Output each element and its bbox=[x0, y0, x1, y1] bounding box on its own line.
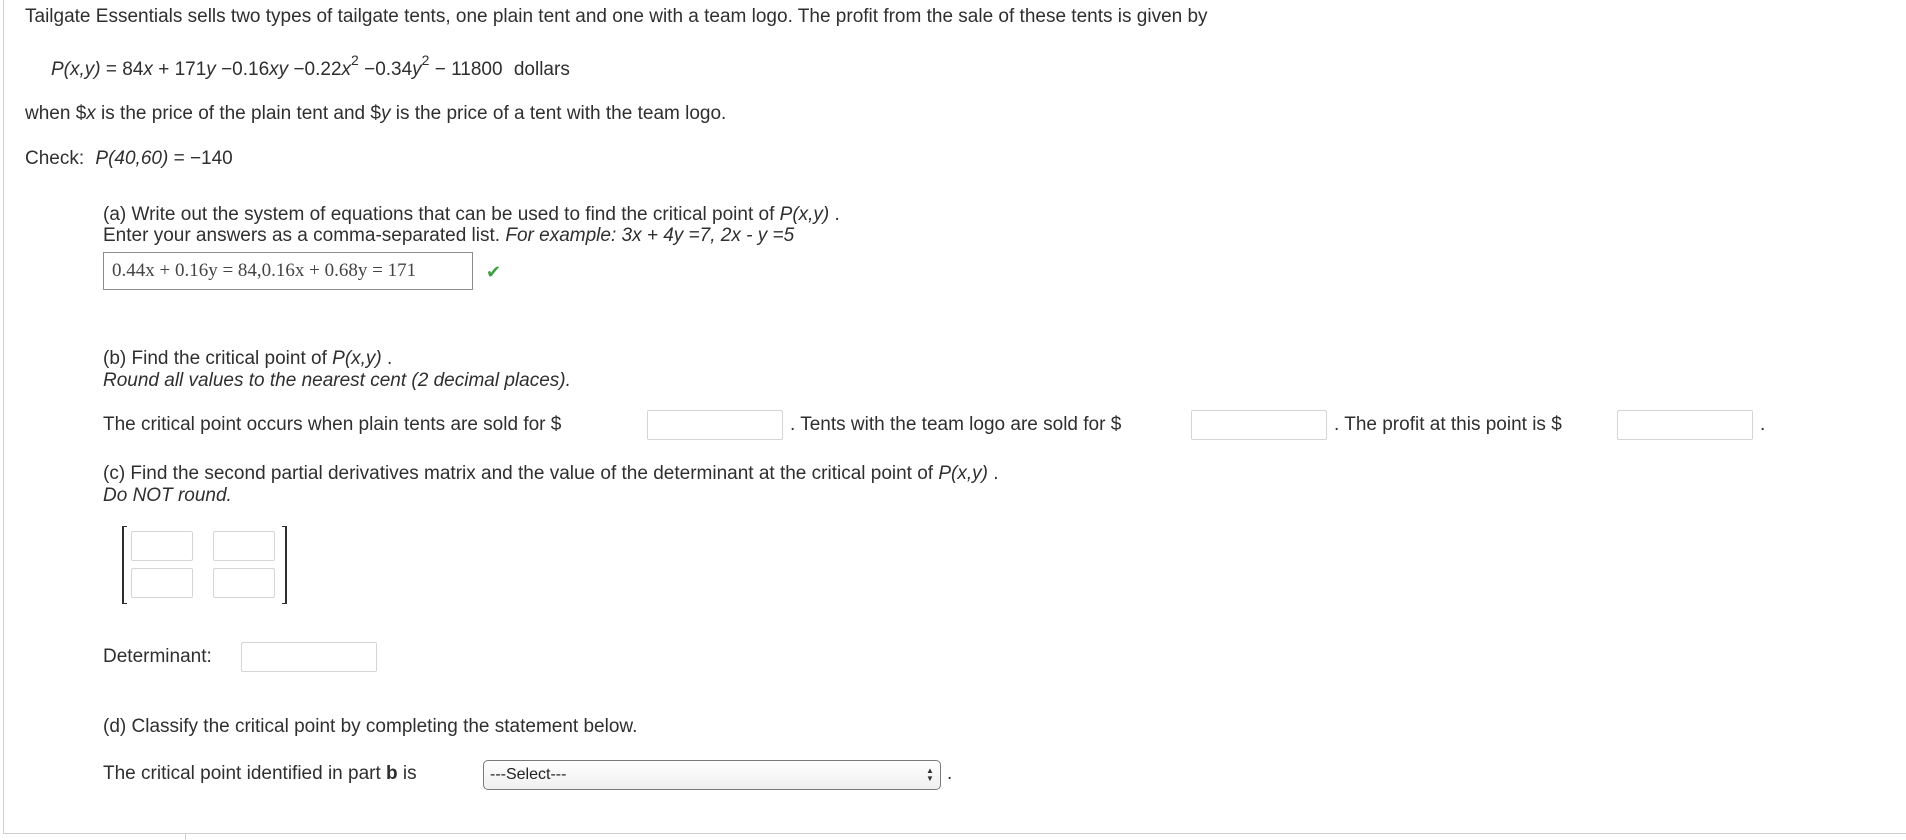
part-a-answer-field[interactable] bbox=[103, 252, 473, 290]
formula-exp5: 2 bbox=[421, 51, 430, 68]
part-c-text: (c) Find the second partial derivatives matrix and the value of the determinant at the critical point of bbox=[103, 463, 934, 484]
formula-plus: + bbox=[158, 59, 170, 80]
part-b-sentence-4 bbox=[1760, 414, 1765, 436]
part-b-instruction-text: Round all values to the nearest cent (2 decimal places). bbox=[103, 370, 571, 391]
hessian-matrix bbox=[122, 526, 287, 604]
formula-c3: −0.16 bbox=[221, 59, 270, 80]
part-d-end-text: . bbox=[947, 763, 953, 784]
variable-definition bbox=[25, 103, 726, 125]
part-a-func: P(x,y) bbox=[779, 204, 830, 225]
part-c-prompt bbox=[103, 463, 999, 485]
part-b-end: . bbox=[387, 348, 393, 369]
matrix-cell-1-2[interactable] bbox=[213, 531, 275, 561]
formula-v4: x bbox=[341, 59, 352, 80]
when-p3: is the price of a tent with the team logo. bbox=[390, 103, 727, 124]
formula-c2: 171 bbox=[174, 59, 207, 80]
part-d-s1: The critical point identified in part bbox=[103, 763, 387, 784]
formula-v1: x bbox=[143, 59, 153, 80]
profit-input[interactable] bbox=[1617, 410, 1753, 440]
when-p2: is the price of the plain tent and $ bbox=[95, 103, 381, 124]
formula-c4: −0.22 bbox=[293, 59, 342, 80]
matrix-right-bracket bbox=[282, 526, 287, 604]
part-b-sentence-1 bbox=[103, 414, 561, 436]
problem-intro bbox=[25, 6, 1208, 28]
check-rest: = −140 bbox=[168, 148, 233, 169]
check-line bbox=[25, 148, 233, 170]
formula-exp4: 2 bbox=[351, 51, 359, 68]
part-b-s4: . bbox=[1760, 414, 1766, 435]
check-expr: P(40,60) bbox=[95, 148, 169, 169]
part-b-s3: . The profit at this point is $ bbox=[1334, 414, 1562, 435]
determinant-input[interactable] bbox=[241, 642, 377, 672]
part-b-prompt bbox=[103, 348, 392, 370]
part-c-end: . bbox=[993, 463, 999, 484]
classification-select-value: ---Select--- bbox=[490, 766, 567, 783]
part-a-prompt bbox=[103, 204, 840, 226]
formula-v3: xy bbox=[269, 59, 289, 80]
formula-v5: y bbox=[412, 59, 422, 80]
part-b-instruction bbox=[103, 370, 571, 392]
divider bbox=[185, 834, 186, 840]
part-a-end: . bbox=[834, 204, 840, 225]
formula-lhs: P(x,y) bbox=[51, 59, 101, 80]
formula-v2: y bbox=[206, 59, 216, 80]
formula-eq: = bbox=[105, 59, 117, 80]
determinant-row bbox=[103, 646, 212, 668]
part-b-s2: . Tents with the team logo are sold for $ bbox=[790, 414, 1122, 435]
part-a-instruction-text: Enter your answers as a comma-separated list. bbox=[103, 225, 501, 246]
classification-select[interactable] bbox=[483, 760, 941, 790]
when-x: x bbox=[86, 103, 96, 124]
matrix-cell-2-2[interactable] bbox=[213, 568, 275, 598]
check-mark-icon: ✔ bbox=[486, 262, 502, 282]
part-d-statement bbox=[103, 763, 417, 785]
determinant-label: Determinant: bbox=[103, 646, 212, 667]
matrix-cell-2-1[interactable] bbox=[131, 568, 193, 598]
part-a-text: (a) Write out the system of equations that can be used to find the critical point of bbox=[103, 204, 775, 225]
profit-formula bbox=[51, 51, 570, 81]
part-d-end bbox=[947, 763, 952, 785]
plain-tent-price-input[interactable] bbox=[647, 410, 783, 440]
select-arrows-icon: ▲ ▼ bbox=[926, 766, 934, 783]
matrix-cell-1-1[interactable] bbox=[131, 531, 193, 561]
part-a-instruction bbox=[103, 225, 794, 247]
part-b-text: (b) Find the critical point of bbox=[103, 348, 327, 369]
formula-c5: −0.34 bbox=[364, 59, 413, 80]
part-c-func: P(x,y) bbox=[938, 463, 988, 484]
logo-tent-price-input[interactable] bbox=[1191, 410, 1327, 440]
part-b-sentence-2 bbox=[790, 414, 1121, 436]
formula-unit: dollars bbox=[513, 59, 570, 80]
part-c-instruction bbox=[103, 485, 232, 507]
part-a-answer-value: 0.44x + 0.16y = 84,0.16x + 0.68y = 171 bbox=[112, 260, 417, 281]
part-c-instruction-text: Do NOT round. bbox=[103, 485, 232, 506]
part-d-prompt bbox=[103, 716, 637, 738]
when-p1: when $ bbox=[25, 103, 87, 124]
part-d-bold: b bbox=[386, 763, 398, 784]
part-b-sentence-3 bbox=[1334, 414, 1562, 436]
part-d-s2: is bbox=[397, 763, 417, 784]
part-b-s1: The critical point occurs when plain tents are sold for $ bbox=[103, 414, 562, 435]
formula-c1: 84 bbox=[122, 59, 144, 80]
part-a-example: For example: 3x + 4y =7, 2x - y =5 bbox=[505, 225, 795, 246]
intro-text: Tailgate Essentials sells two types of tailgate tents, one plain tent and one with a team logo. The profit from the sale of these tents is given by bbox=[25, 6, 1208, 27]
formula-minus: − bbox=[434, 59, 446, 80]
formula-c6: 11800 bbox=[451, 59, 503, 80]
matrix-left-bracket bbox=[122, 526, 127, 604]
when-y: y bbox=[380, 103, 391, 124]
part-b-func: P(x,y) bbox=[332, 348, 382, 369]
check-label: Check: bbox=[25, 148, 85, 169]
part-d-text: (d) Classify the critical point by completing the statement below. bbox=[103, 716, 638, 737]
